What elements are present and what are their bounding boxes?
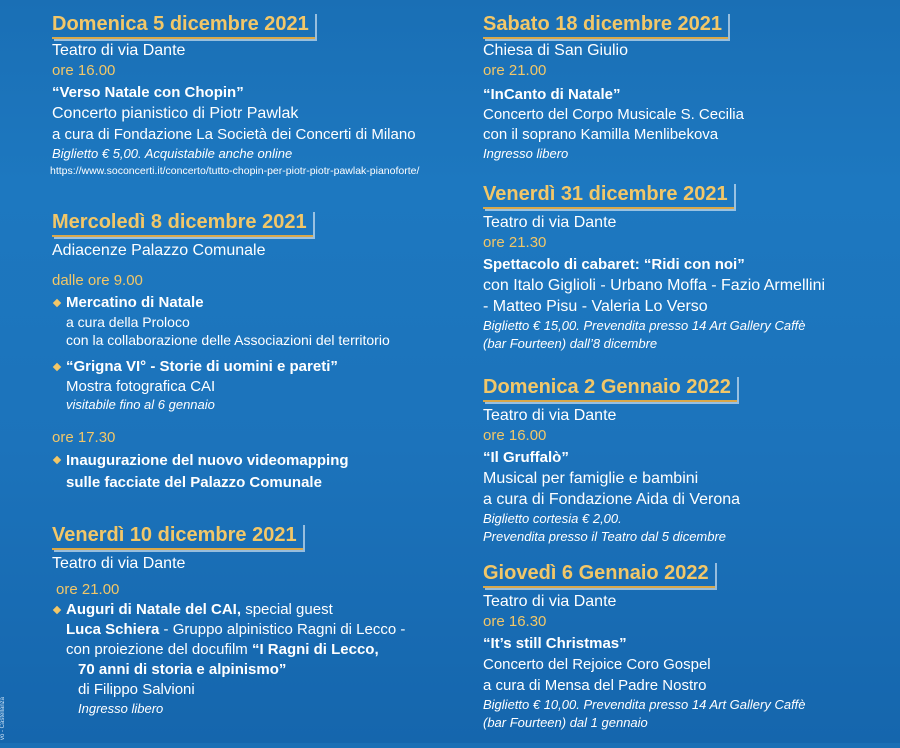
event-venue: Chiesa di San Giulio [483,42,628,59]
diamond-bullet-icon [53,456,61,464]
item-organizer: a cura della Proloco [66,314,190,330]
item-text: - Gruppo alpinistico Ragni di Lecco - [159,621,406,638]
item-description: Mostra fotografica CAI [66,378,216,395]
item-line [66,620,452,640]
event-venerdi-10-dicembre [52,523,452,718]
design-credit: vo - Castellanza [0,696,6,740]
event-organizer: a cura di Fondazione Aida di Verona [483,491,741,508]
item-line [66,600,452,620]
event-venue: Teatro di via Dante [483,593,617,610]
event-organizer: a cura di Fondazione La Società dei Concerti di Milano [52,126,416,143]
event-ticket-note-continued: (bar Fourteen) dal 1 gennaio [483,715,648,730]
event-title: “InCanto di Natale” [483,86,621,103]
event-time: ore 21.00 [56,581,120,598]
event-description: Concerto del Rejoice Coro Gospel [483,656,711,673]
event-venue: Teatro di via Dante [52,42,186,59]
event-title: “It’s still Christmas” [483,635,627,652]
item-text: special guest [241,601,333,618]
film-director: di Filippo Salvioni [78,681,195,698]
event-venerdi-31-dicembre [483,182,893,353]
list-item [52,293,452,349]
event-ticket-note-continued: Prevendita presso il Teatro dal 5 dicembre [483,529,727,544]
event-domenica-2-gennaio [483,375,893,546]
list-item [52,450,452,494]
item-title: Auguri di Natale del CAI, [66,601,242,618]
event-title: “Verso Natale con Chopin” [52,84,244,101]
event-mercoledi-8-dicembre [52,210,452,494]
diamond-bullet-icon [53,363,61,371]
event-date: Giovedì 6 Gennaio 2022 [483,561,715,588]
event-sabato-18-dicembre [483,12,893,163]
film-title-continued: 70 anni di storia e alpinismo” [78,661,287,678]
event-time: ore 16.30 [483,613,547,630]
event-time: ore 21.30 [483,234,547,251]
event-domenica-5-dicembre [52,12,452,179]
list-item [52,600,452,718]
film-title: “I Ragni di Lecco, [251,641,379,658]
event-ticket-link[interactable]: https://www.soconcerti.it/concerto/tutto-chopin-per-piotr-piotr-pawlak-pianoforte/ [50,165,420,177]
event-date: Domenica 2 Gennaio 2022 [483,375,737,402]
item-line [66,640,452,660]
item-title: Mercatino di Natale [66,294,204,311]
event-ticket-note: Ingresso libero [78,701,164,716]
event-time: dalle ore 9.00 [52,272,143,289]
item-collaboration: con la collaborazione delle Associazioni del territorio [66,332,390,348]
event-title: Spettacolo di cabaret: “Ridi con noi” [483,256,745,273]
diamond-bullet-icon [53,299,61,307]
event-venue: Teatro di via Dante [52,555,186,572]
event-date: Venerdì 10 dicembre 2021 [52,523,303,550]
event-ticket-note: Biglietto € 5,00. Acquistabile anche online [52,146,293,161]
event-organizer: a cura di Mensa del Padre Nostro [483,677,707,694]
list-item [52,357,452,414]
event-date: Venerdì 31 dicembre 2021 [483,182,734,209]
event-venue: Adiacenze Palazzo Comunale [52,242,266,259]
event-time: ore 21.00 [483,62,547,79]
event-date: Mercoledì 8 dicembre 2021 [52,210,313,237]
event-description: Concerto pianistico di Piotr Pawlak [52,105,299,122]
event-performers-continued: - Matteo Pisu - Valeria Lo Verso [483,298,708,315]
event-time: ore 17.30 [52,429,116,446]
event-description: Concerto del Corpo Musicale S. Cecilia [483,106,744,123]
event-ticket-note: Ingresso libero [483,146,569,161]
event-date: Domenica 5 dicembre 2021 [52,12,315,39]
event-venue: Teatro di via Dante [483,407,617,424]
item-title: “Grigna VI° - Storie di uomini e pareti” [66,358,338,375]
event-venue: Teatro di via Dante [483,214,617,231]
event-giovedi-6-gennaio [483,561,893,732]
event-title: “Il Gruffalò” [483,449,569,466]
event-performer: con il soprano Kamilla Menlibekova [483,126,719,143]
item-text: con proiezione del docufilm [66,641,252,658]
item-note: visitabile fino al 6 gennaio [66,397,215,412]
item-title: Inaugurazione del nuovo videomapping [66,452,349,469]
event-ticket-note: Biglietto cortesia € 2,00. [483,511,622,526]
event-description: Musical per famiglie e bambini [483,470,699,487]
event-performers: con Italo Giglioli - Urbano Moffa - Fazio Armellini [483,277,826,294]
event-ticket-note: Biglietto € 10,00. Prevendita presso 14 Art Gallery Caffè [483,697,806,712]
item-title-continued: sulle facciate del Palazzo Comunale [66,474,322,491]
event-ticket-note: Biglietto € 15,00. Prevendita presso 14 Art Gallery Caffè [483,318,806,333]
event-time: ore 16.00 [483,427,547,444]
event-date: Sabato 18 dicembre 2021 [483,12,728,39]
diamond-bullet-icon [53,606,61,614]
event-time: ore 16.00 [52,62,116,79]
event-ticket-note-continued: (bar Fourteen) dall’8 dicembre [483,336,658,351]
guest-name: Luca Schiera [66,621,160,638]
